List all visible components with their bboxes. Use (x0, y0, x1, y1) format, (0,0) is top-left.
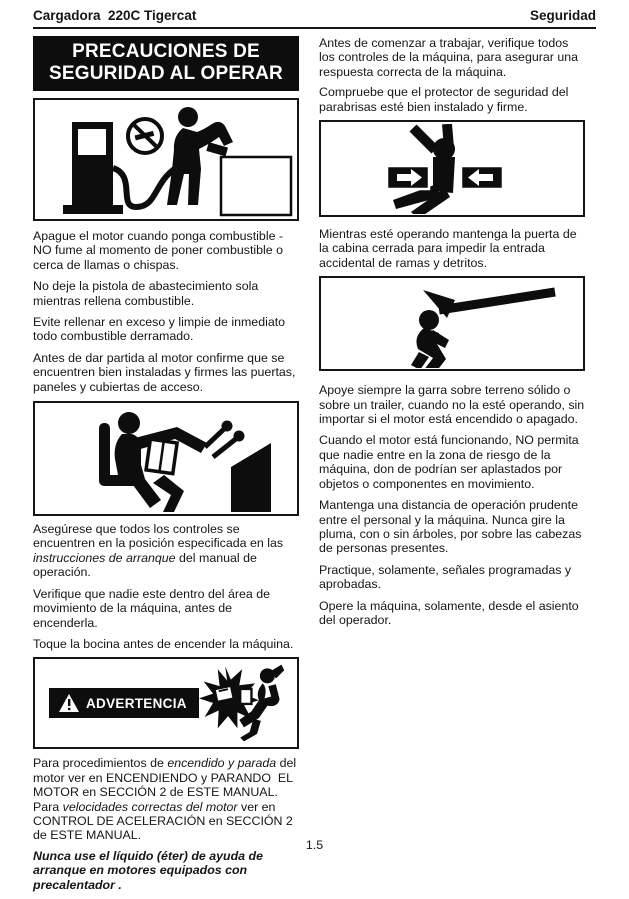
text-run-italic: instrucciones de arranque (33, 550, 176, 565)
text-run: Toque la bocina antes de encender la máquina. (33, 636, 294, 651)
paragraph (33, 522, 299, 580)
paragraph (319, 563, 585, 592)
text-run: Practique, solamente, señales programadas y aprobadas. (319, 562, 575, 592)
ether-explosion-pictogram (199, 662, 285, 744)
text-run: Evite rellenar en exceso y limpie de inmediato todo combustible derramado. (33, 315, 289, 344)
branch-pictogram-frame (319, 276, 585, 371)
paragraph (33, 637, 299, 651)
two-column-layout (0, 29, 629, 899)
text-run: Opere la máquina, solamente, desde el asiento del operador. (319, 598, 583, 627)
text-run: Compruebe que el protector de seguridad del parabrisas esté bien instalado y firme. (319, 85, 572, 114)
text-run-italic: encendido y parada (167, 756, 277, 771)
paragraph (319, 433, 585, 491)
text-run: Antes de comenzar a trabajar, verifique todos los controles de la máquina, para asegurar una respuesta correcta de la máquina. (319, 36, 582, 79)
text-run: ver en CONTROL DE ACELERACIÓN en SECCIÓN 2 de ESTE MANUAL. (33, 799, 297, 843)
header-right-title: Seguridad (529, 8, 596, 23)
read-manual-pictogram-frame (33, 401, 299, 516)
warning-label: ADVERTENCIA (86, 695, 187, 711)
paragraph-bold-italic (33, 849, 299, 892)
text-run: Apague el motor cuando ponga combustible - NO fume al momento de poner combustible o cerca de llamas o chispas. (33, 229, 287, 272)
section-title-line2: SEGURIDAD AL OPERAR (49, 63, 283, 84)
header-left-title: Cargadora 220C Tigercat (33, 8, 197, 23)
paragraph (319, 599, 585, 628)
text-run: Verifique que nadie este dentro del área de movimiento de la máquina, antes de encenderla. (33, 586, 274, 630)
text-run: Asegúrese que todos los controles se encuentren en la posición especificada en las (33, 522, 287, 551)
right-column (319, 36, 588, 899)
paragraph (319, 85, 585, 114)
text-run: Mientras esté operando mantenga la puerta de la cabina cerrada para impedir la entrada accidental de ramas y detritos. (319, 227, 581, 270)
refueling-pictogram-frame (33, 98, 299, 221)
text-run: del manual de operación. (33, 550, 261, 580)
branch-intrusion-pictogram (323, 280, 581, 368)
paragraph (319, 498, 585, 556)
text-run: Para procedimientos de (33, 756, 168, 771)
operator-seat-read-manual-pictogram (37, 405, 295, 512)
crush-pictogram-frame (319, 120, 585, 217)
page-number: 1.5 (305, 838, 324, 852)
left-column (33, 36, 299, 899)
text-run: Antes de dar partida al motor confirme que se encuentren bien instaladas y firmes las puertas, paneles y cubiertas de acceso. (33, 350, 299, 394)
paragraph (319, 383, 588, 427)
paragraph (33, 587, 299, 630)
text-run: del motor ver en ENCENDIENDO y PARANDO EL MOTOR en SECCIÓN 2 de ESTE MANUAL. Para (33, 756, 300, 814)
paragraph (33, 315, 299, 344)
paragraph (33, 229, 299, 272)
warning-banner (49, 688, 199, 718)
paragraph (319, 227, 585, 270)
text-run: Mantenga una distancia de operación prudente entre el personal y la máquina. Nunca gire la pluma, con o sin árboles, por sobre las cabezas de personas presentes. (319, 498, 585, 556)
text-run-italic: velocidades correctas del motor (62, 799, 238, 814)
text-run: Apoye siempre la garra sobre terreno sólido o sobre un trailer, cuando no la esté operando, sin importar si el motor está encendido o apagado. (319, 383, 588, 427)
text-run: Nunca use el líquido (éter) de ayuda de arranque en motores equipados con precalentador . (33, 848, 267, 892)
text-run: No deje la pistola de abastecimiento sola mientras rellena combustible. (33, 279, 262, 308)
warning-triangle-icon (59, 694, 79, 712)
text-run: Cuando el motor está funcionando, NO permita que nadie entre en la zona de riesgo de la máquina, don de podrían ser aplastados por objetos o componentes en movimiento. (319, 433, 583, 491)
warning-box (33, 657, 299, 749)
no-smoking-refueling-pictogram (37, 102, 295, 217)
crush-hazard-pictogram (323, 124, 581, 214)
paragraph (33, 351, 299, 394)
page-header (0, 0, 629, 23)
paragraph (33, 279, 299, 308)
paragraph (33, 756, 299, 842)
section-title-banner (33, 36, 299, 91)
section-title-line1: PRECAUCIONES DE (72, 41, 260, 62)
paragraph (319, 36, 585, 79)
